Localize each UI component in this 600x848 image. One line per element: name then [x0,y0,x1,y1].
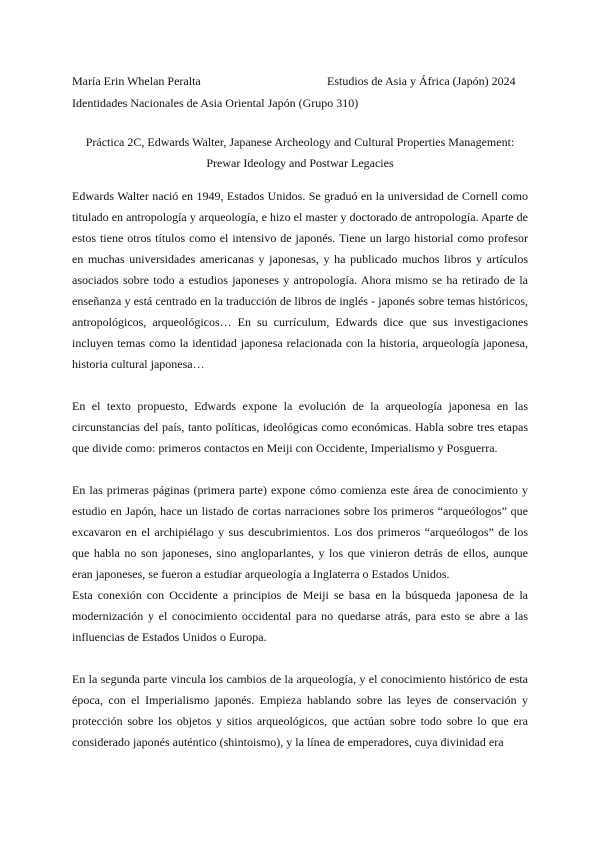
paragraph-biography: Edwards Walter nació en 1949, Estados Unidos. Se graduó en la universidad de Cornell como titulado en antropología y arqueología, e hizo el master y doctorado de antropología. Aparte de estos tiene otros títulos como el intensivo de japonés. Tiene un largo historial como profesor en muchas universidades americanas y japonesas, y ha publicado muchos libros y artículos asociados sobre todo a estudios japoneses y antropología. Ahora mismo se ha retirado de la enseñanza y está centrado en la traducción de libros de inglés - japonés sobre temas históricos, antropológicos, arqueológicos… En su currículum, Edwards dice que sus investigaciones incluyen temas como la identidad japonesa relacionada con la historia, arqueología japonesa, historia cultural japonesa… [72,189,528,371]
paragraph-second-part: En la segunda parte vincula los cambios de la arqueología, y el conocimiento histórico de esta época, con el Imperialismo japonés. Empieza hablando sobre las leyes de conservación y protección sobre los objetos y sitios arqueológicos, que actúan sobre todo sobre lo que era considerado japonés auténtico (shintoismo), y la línea de emperadores, cuya divinidad era [72,672,528,749]
subject-name: Identidades Nacionales de Asia Oriental Japón (Grupo 310) [72,96,359,110]
document-title [72,132,528,174]
paragraph-first-part: En las primeras páginas (primera parte) expone cómo comienza este área de conocimiento y estudio en Japón, hace un listado de cortas narraciones sobre los primeros “arqueólogos” que excavaron en el archipiélago y sus descubrimientos. Los dos primeros “arqueólogos” de los que habla no son japoneses, sino angloparlantes, y los que vinieron detrás de ellos, aunque eran japoneses, se fueron a estudiar arqueología a Inglaterra o Estados Unidos. [72,483,528,581]
paragraph-meiji-connection: Esta conexión con Occidente a principios de Meiji se basa en la búsqueda japonesa de la modernización y el conocimiento occidental para no quedarse atrás, para esto se abre a las influencias de Estados Unidos o Europa. [72,588,528,644]
header-line-2 [72,92,528,114]
author-name: María Erin Whelan Peralta [72,74,201,88]
title-line-1: Práctica 2C, Edwards Walter, Japanese Archeology and Cultural Properties Management: [85,135,515,149]
paragraph-overview: En el texto propuesto, Edwards expone la evolución de la arqueología japonesa en las circunstancias del país, tanto políticas, ideológicas como económicas. Habla sobre tres etapas que divide como: primeros contactos en Meiji con Occidente, Imperialismo y Posguerra. [72,399,528,455]
course-name: Estudios de Asia y África (Japón) 2024 [327,74,516,88]
header-line-1 [72,70,528,92]
title-line-2: Prewar Ideology and Postwar Legacies [206,156,394,170]
